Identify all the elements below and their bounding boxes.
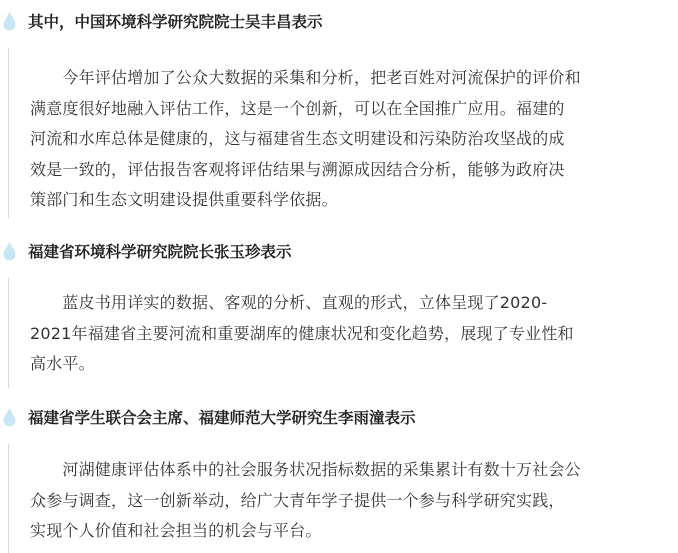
paragraph-line: 众参与调查，这一创新举动，给广大青年学子提供一个参与科学研究实践，	[30, 490, 565, 510]
paragraph-line: 蓝皮书用详实的数据、客观的分析、直观的形式，立体呈现了2020-	[30, 293, 548, 312]
section-3	[0, 404, 678, 434]
quote-rule	[8, 48, 13, 218]
section-1	[0, 8, 678, 38]
paragraph-line: 河流和水库总体是健康的，这与福建省生态文明建设和污染防治攻坚战的成	[30, 129, 565, 148]
paragraph-line: 满意度很好地融入评估工作，这是一个创新，可以在全国推广应用。福建的	[30, 98, 565, 118]
paragraph-line: 2021年福建省主要河流和重要湖库的健康状况和变化趋势，展现了专业性和	[30, 323, 574, 343]
paragraph-line: 实现个人价值和社会担当的机会与平台。	[30, 521, 322, 540]
section-2	[0, 238, 678, 268]
quote-rule	[8, 444, 13, 553]
water-drop-icon	[3, 408, 16, 427]
paragraph-line: 高水平。	[30, 354, 95, 373]
water-drop-icon	[3, 242, 16, 261]
quote-rule	[8, 278, 13, 388]
paragraph-line: 河湖健康评估体系中的社会服务状况指标数据的采集累计有数十万社会公	[30, 460, 581, 479]
quote-paragraph	[30, 63, 662, 216]
quote-paragraph	[30, 288, 662, 380]
paragraph-line: 今年评估增加了公众大数据的采集和分析，把老百姓对河流保护的评价和	[30, 68, 581, 87]
paragraph-line: 效是一致的，评估报告客观将评估结果与溯源成因结合分析，能够为政府决	[30, 159, 565, 179]
heading-text: 其中，中国环境科学研究院院士吴丰昌表示	[28, 13, 323, 31]
paragraph-line: 策部门和生态文明建设提供重要科学依据。	[30, 190, 338, 209]
section-heading	[0, 404, 678, 434]
section-heading	[0, 238, 678, 268]
quote-paragraph	[30, 455, 662, 547]
water-drop-icon	[3, 12, 16, 31]
heading-text: 福建省环境科学研究院院长张玉珍表示	[28, 243, 292, 261]
heading-text: 福建省学生联合会主席、福建师范大学研究生李雨潼表示	[28, 409, 416, 427]
section-heading	[0, 8, 678, 38]
